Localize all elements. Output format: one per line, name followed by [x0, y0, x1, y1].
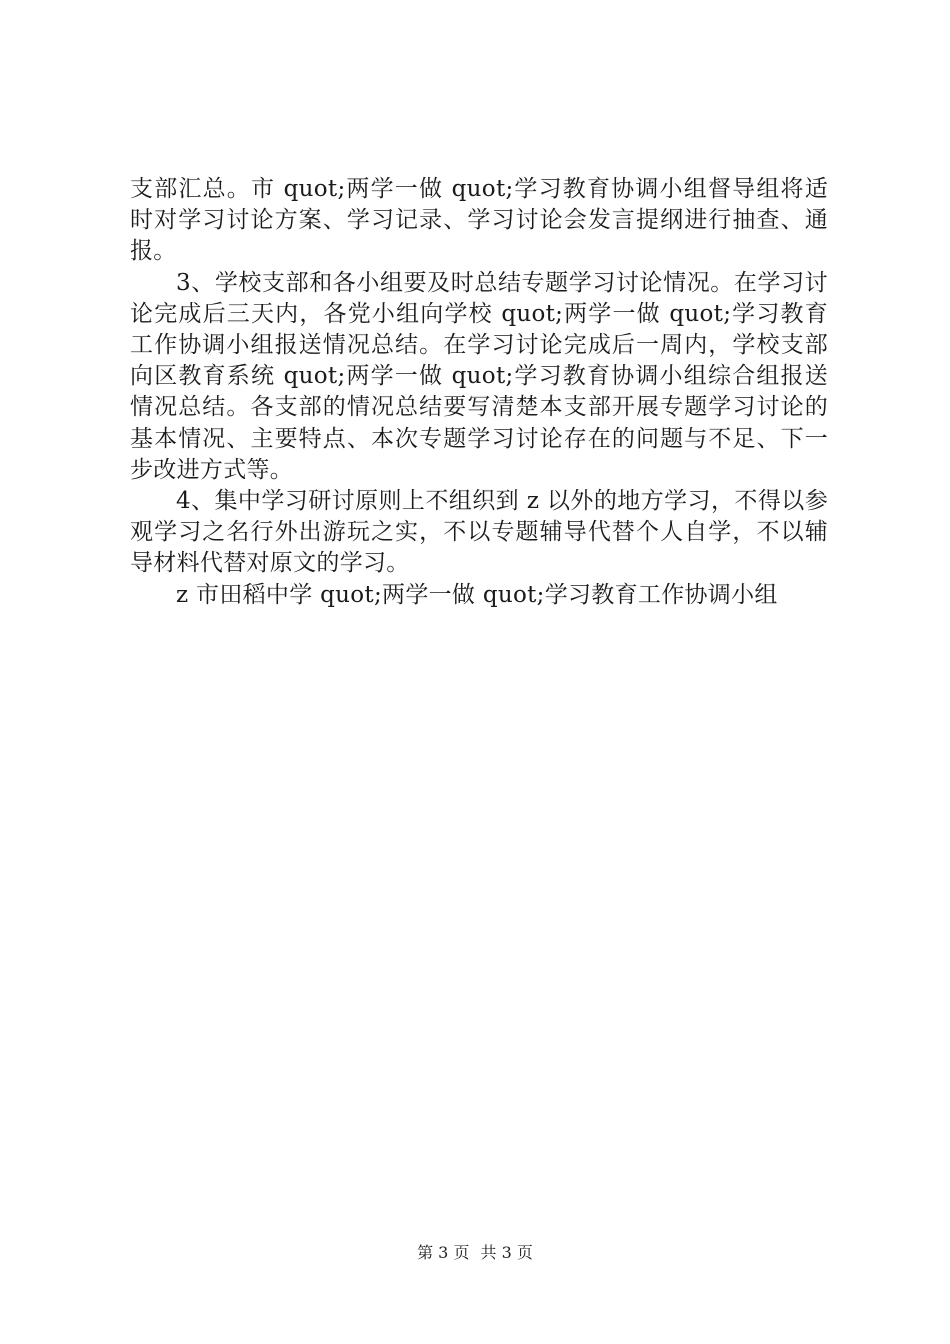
- paragraph-item-3: 3、学校支部和各小组要及时总结专题学习讨论情况。在学习讨论完成后三天内，各党小组向学校 quot;两学一做 quot;学习教育工作协调小组报送情况总结。在学习讨论完成后一周内，学校支部向区教育系统 quot;两学一做 quot;学习教育协调小组综合组报送情况总结。各支部的情况总结要写清楚本支部开展专题学习讨论的基本情况、主要特点、本次专题学习讨论存在的问题与不足、下一步改进方式等。: [130, 269, 828, 483]
- page-total: 共 3 页: [480, 1243, 533, 1262]
- page-number: 第 3 页: [417, 1243, 470, 1262]
- page-footer: [0, 1243, 950, 1263]
- signature-line: z 市田稻中学 quot;两学一做 quot;学习教育工作协调小组: [176, 581, 778, 608]
- paragraph-continuation: 支部汇总。市 quot;两学一做 quot;学习教育协调小组督导组将适时对学习讨论方案、学习记录、学习讨论会发言提纲进行抽查、通报。: [130, 176, 828, 265]
- paragraph-item-4: 4、集中学习研讨原则上不组织到 z 以外的地方学习，不得以参观学习之名行外出游玩之实，不以专题辅导代替个人自学，不以辅导材料代替对原文的学习。: [130, 488, 828, 577]
- document-body: [130, 174, 828, 611]
